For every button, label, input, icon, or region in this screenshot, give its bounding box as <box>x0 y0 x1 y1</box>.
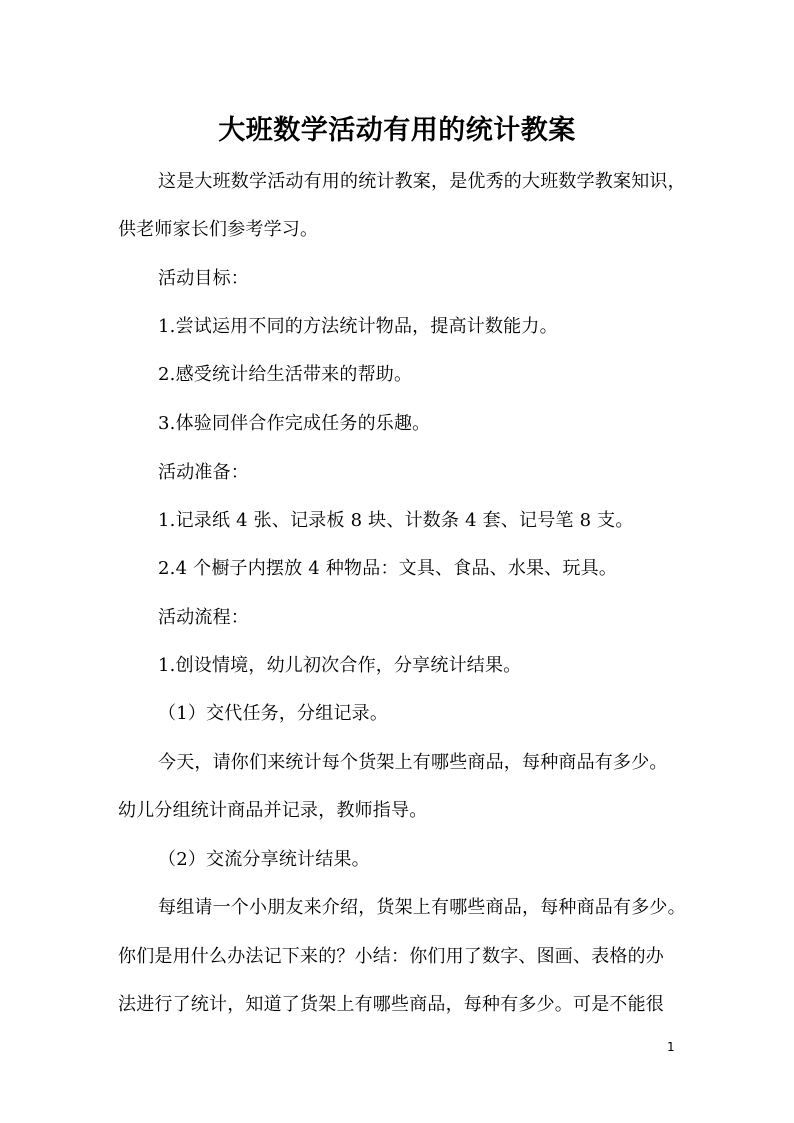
process-substep-2: （2）交流分享统计结果。 <box>158 849 370 870</box>
body-line-2: 幼儿分组统计商品并记录，教师指导。 <box>118 800 428 821</box>
body-line-4: 你们是用什么办法记下来的？小结：你们用了数字、图画、表格的办 <box>118 946 664 967</box>
preparation-item-1: 1.记录纸 4 张、记录板 8 块、计数条 4 套、记号笔 8 支。 <box>158 510 634 531</box>
process-substep-1: （1）交代任务，分组记录。 <box>158 703 389 724</box>
goal-item-2: 2.感受统计给生活带来的帮助。 <box>158 364 413 385</box>
body-line-3: 每组请一个小朋友来介绍，货架上有哪些商品，每种商品有多少。 <box>158 897 686 918</box>
goal-item-3: 3.体验同伴合作完成任务的乐趣。 <box>158 413 431 434</box>
section-heading-process: 活动流程： <box>158 607 249 628</box>
body-line-5: 法进行了统计，知道了货架上有哪些商品，每种有多少。可是不能很 <box>118 994 664 1015</box>
intro-line-2: 供老师家长们参考学习。 <box>118 219 319 240</box>
page-number: 1 <box>667 1040 675 1054</box>
section-heading-goals: 活动目标： <box>158 268 249 289</box>
goal-item-1: 1.尝试运用不同的方法统计物品，提高计数能力。 <box>158 316 558 337</box>
section-heading-preparation: 活动准备： <box>158 462 249 483</box>
preparation-item-2: 2.4 个橱子内摆放 4 种物品：文具、食品、水果、玩具。 <box>158 558 618 579</box>
document-title: 大班数学活动有用的统计教案 <box>218 115 576 147</box>
body-line-1: 今天，请你们来统计每个货架上有哪些商品，每种商品有多少。 <box>158 752 668 773</box>
intro-line-1: 这是大班数学活动有用的统计教案，是优秀的大班数学教案知识， <box>158 171 686 192</box>
process-step-1: 1.创设情境，幼儿初次合作，分享统计结果。 <box>158 655 522 676</box>
